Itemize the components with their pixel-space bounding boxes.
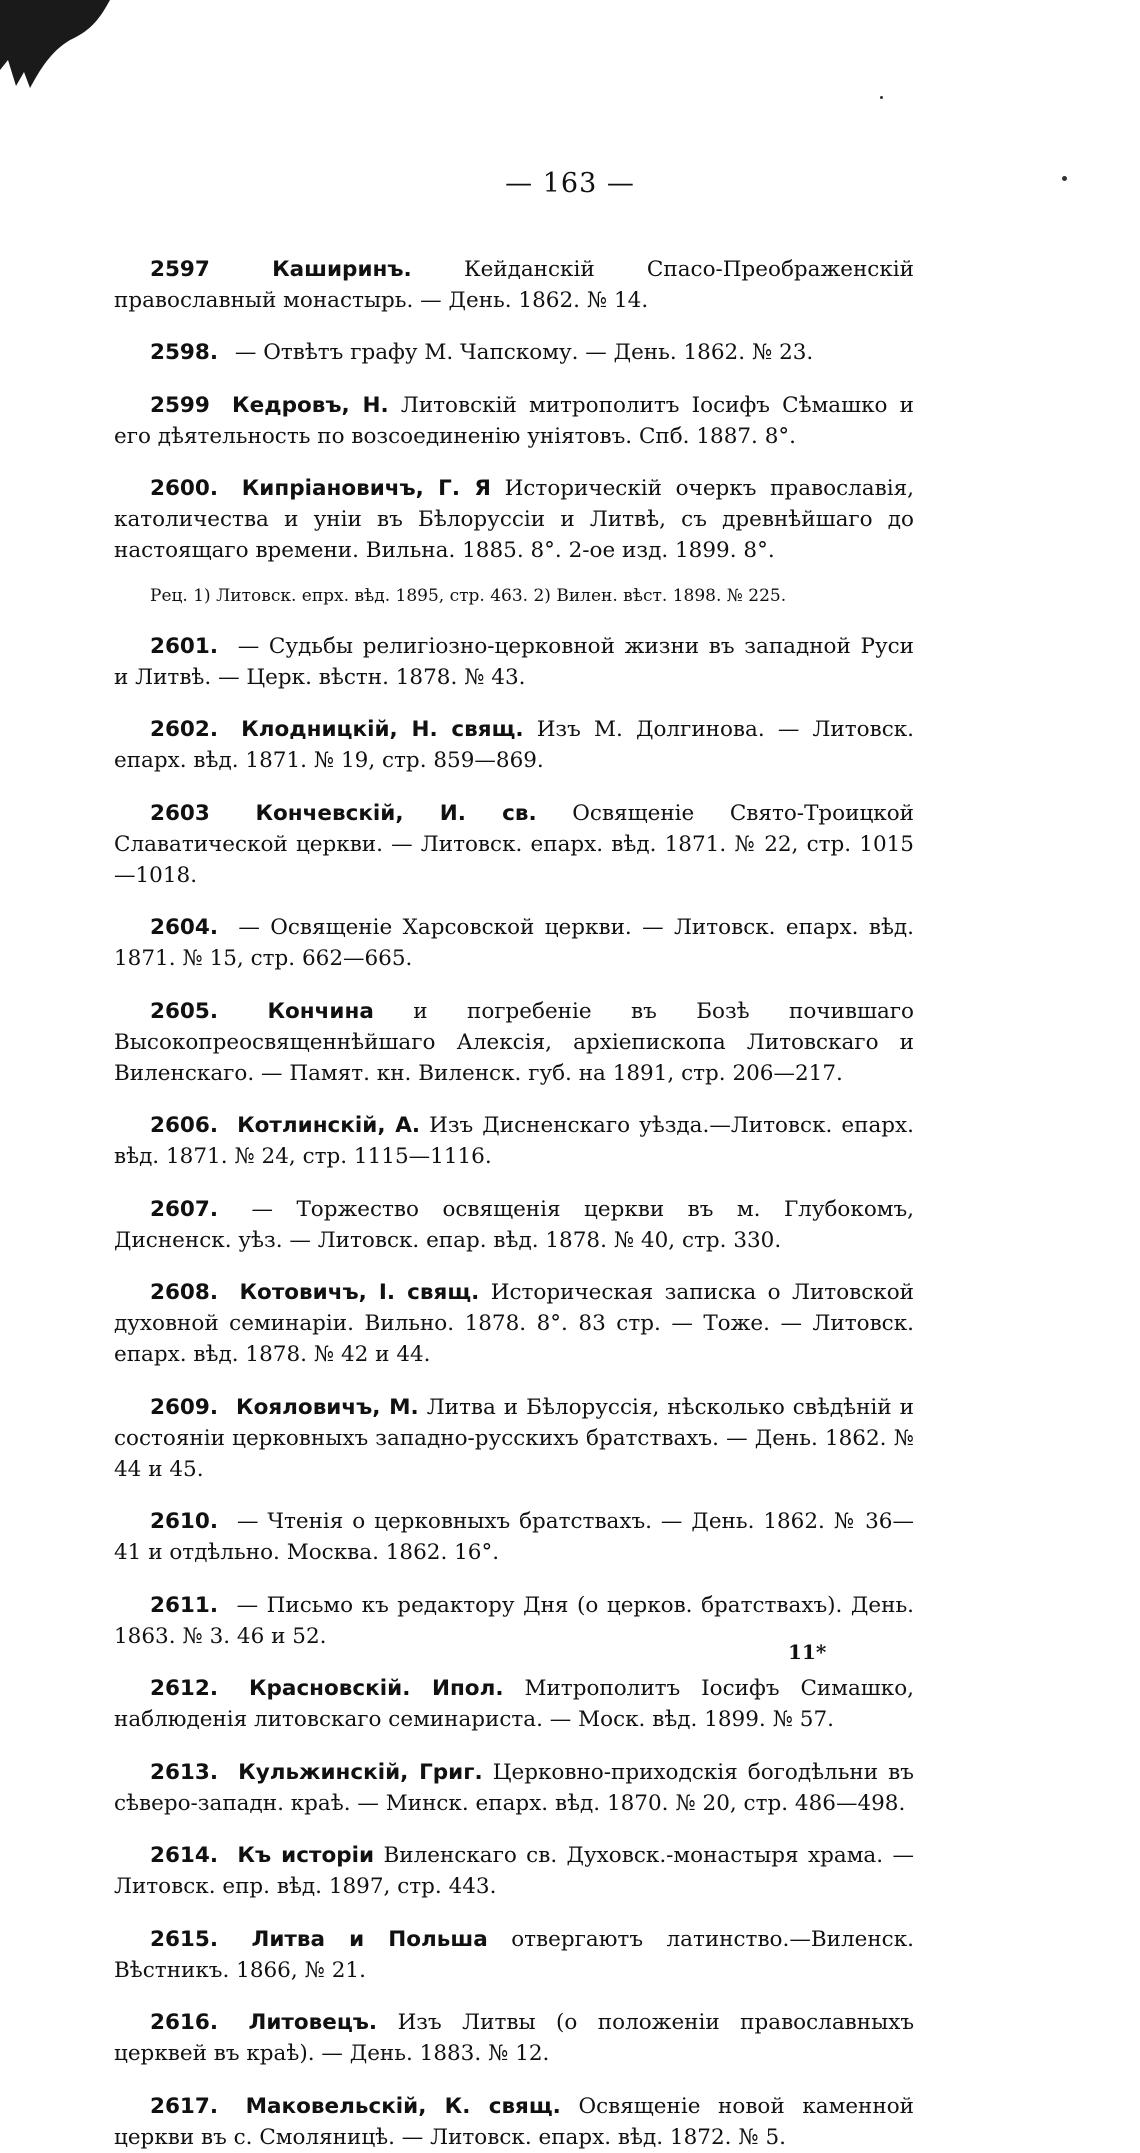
entry-text: и погребеніе въ Бозѣ почившаго Высокопреосвященнѣйшаго Алексія, архіепископа Литовскаго и Виленскаго. — Памят. кн. Виленск. губ. на 1891, стр. 206—217. [114, 998, 914, 1086]
entry-author: Кояловичъ, М. [236, 1394, 419, 1420]
entry-2606 [114, 1110, 914, 1172]
entry-text: Литва и Бѣлоруссія, нѣсколько свѣдѣній и состояніи церковныхъ западно-русскихъ братствахъ. — День. 1862. № 44 и 45. [114, 1394, 914, 1482]
entry-2599 [114, 390, 914, 452]
entry-2597 [114, 254, 914, 316]
entry-number: 2612. [150, 1676, 219, 1701]
entry-2610 [114, 1506, 914, 1568]
bibliography-column [114, 232, 914, 2153]
entry-author: Клодницкій, Н. свящ. [241, 717, 524, 742]
entry-author: Кульжинскій, Григ. [238, 1759, 483, 1785]
entry-number: 2611. [150, 1592, 219, 1618]
entry-text: — Письмо къ редактору Дня (о церков. братствахъ). День. 1863. № 3. 46 и 52. [114, 1592, 914, 1649]
entry-text: Кейданскій Спасо-Преображенскій православный монастырь. — День. 1862. № 14. [114, 256, 914, 313]
entry-number: 2609. [150, 1394, 219, 1420]
entry-author: Котлинскій, А. [237, 1113, 421, 1138]
entry-2598 [114, 337, 914, 368]
entry-number: 2603 [150, 800, 210, 826]
entry-number: 2613. [150, 1759, 219, 1785]
entry-2605 [114, 996, 914, 1089]
entry-number: 2614. [150, 1843, 219, 1868]
entry-text: Историческій очеркъ православія, католичества и уніи въ Бѣлоруссіи и Литвѣ, съ древнѣйшаго до настоящаго времени. Вильна. 1885. 8°. 2-ое изд. 1899. 8°. [114, 476, 914, 563]
entry-number: 2600. [150, 476, 219, 501]
entry-text: Изъ М. Долгинова. — Литовск. епарх. вѣд. 1871. № 19, стр. 859—869. [114, 717, 915, 773]
entry-author: Кончина [267, 998, 374, 1024]
entry-text: Историческая записка о Литовской духовной семинаріи. Вильно. 1878. 8°. 83 стр. — Тоже. — Литовск. епарх. вѣд. 1878. № 42 и 44. [114, 1280, 914, 1367]
entry-text: Митрополитъ Іосифъ Симашко, наблюденія литовскаго семинариста. — Моск. вѣд. 1899. № 57. [114, 1676, 914, 1732]
entry-author: Котовичъ, I. свящ. [239, 1280, 480, 1305]
entry-text: Изъ Дисненскаго уѣзда.—Литовск. епарх. вѣд. 1871. № 24, стр. 1115—1116. [114, 1113, 914, 1169]
entry-2616 [114, 2007, 914, 2069]
entry-text: — Освященіе Харсовской церкви. — Литовск. епарх. вѣд. 1871. № 15, стр. 662—665. [114, 915, 914, 971]
entry-2612 [114, 1673, 914, 1735]
entry-number: 2597 [150, 256, 210, 282]
entry-text: Освященіе новой каменной церкви въ с. Смоляницѣ. — Литовск. епарх. вѣд. 1872. № 5. [114, 2093, 914, 2150]
signature-mark: 11* [788, 1640, 827, 1664]
entry-text: — Судьбы религіозно-церковной жизни въ западной Руси и Литвѣ. — Церк. вѣстн. 1878. № 43. [114, 633, 914, 690]
entry-author: Красновскій. Ипол. [248, 1676, 504, 1701]
entry-text: Церковно-приходскія богодѣльни въ сѣверо-западн. краѣ. — Минск. епарх. вѣд. 1870. № 20, стр. 486—498. [114, 1759, 914, 1816]
entry-author: Кончевскій, И. св. [255, 800, 537, 826]
entry-number: 2599 [150, 392, 210, 418]
entry-text: — Торжество освященія церкви въ м. Глубокомъ, Дисненск. уѣз. — Литовск. епар. вѣд. 1878. № 40, стр. 330. [114, 1196, 914, 1253]
entry-author: Кипріановичъ, Г. Я [241, 476, 491, 501]
entry-number: 2617. [150, 2093, 219, 2119]
ink-blot [0, 0, 120, 90]
entry-author: Маковельскій, К. свящ. [245, 2093, 561, 2119]
entry-text: Литовскій митрополитъ Іосифъ Сѣмашко и его дѣятельность по возсоединенію уніятовъ. Спб. 1887. 8°. [114, 392, 915, 449]
entry-author: Литва и Польша [251, 1926, 488, 1952]
entry-number: 2607. [150, 1196, 219, 1222]
review-note: Рец. 1) Литовск. епрх. вѣд. 1895, стр. 463. 2) Вилен. вѣст. 1898. № 225. [150, 586, 787, 606]
entry-2601 [114, 631, 914, 693]
entry-2609 [114, 1392, 914, 1485]
entry-2617 [114, 2091, 914, 2153]
speck-mark [880, 96, 883, 99]
entry-number: 2598. [150, 340, 219, 365]
entry-author: Кедровъ, Н. [232, 392, 389, 418]
entry-2602 [114, 714, 914, 776]
entry-author: Литовецъ. [248, 2010, 378, 2035]
entry-number: 2606. [150, 1113, 219, 1138]
entry-text: Освященіе Свято-Троицкой Славатической церкви. — Литовск. епарх. вѣд. 1871. № 22, стр. 1015—1018. [114, 800, 914, 888]
entry-2604 [114, 912, 914, 974]
entry-number: 2615. [150, 1926, 219, 1952]
page-number: — 163 — [505, 168, 635, 199]
entry-number: 2605. [150, 998, 219, 1024]
entry-number: 2608. [150, 1280, 219, 1305]
entry-text: — Отвѣтъ графу М. Чапскому. — День. 1862. № 23. [234, 340, 814, 365]
entry-text: Виленскаго св. Духовск.-монастыря храма. — Литовск. епр. вѣд. 1897, стр. 443. [114, 1843, 914, 1899]
entry-2607 [114, 1194, 914, 1256]
entry-number: 2601. [150, 633, 219, 659]
entry-number: 2604. [150, 915, 219, 940]
entry-2608 [114, 1277, 914, 1370]
entry-2615 [114, 1924, 914, 1986]
entry-2613 [114, 1757, 914, 1819]
entry-text: Изъ Литвы (о положеніи православныхъ церквей въ краѣ). — День. 1883. № 12. [114, 2010, 914, 2066]
entry-author: Каширинъ. [272, 256, 412, 282]
entry-2614 [114, 1840, 914, 1902]
entry-author: Къ исторіи [237, 1843, 375, 1868]
entry-2603 [114, 798, 914, 891]
entry-number: 2602. [150, 717, 219, 742]
entry-text: — Чтенія о церковныхъ братствахъ. — День. 1862. № 36—41 и отдѣльно. Москва. 1862. 16°. [114, 1509, 914, 1565]
entry-text: отвергаютъ латинство.—Виленск. Вѣстникъ. 1866, № 21. [114, 1926, 914, 1983]
entry-number: 2616. [150, 2010, 219, 2035]
entry-2600 [114, 473, 914, 566]
entry-number: 2610. [150, 1509, 219, 1534]
